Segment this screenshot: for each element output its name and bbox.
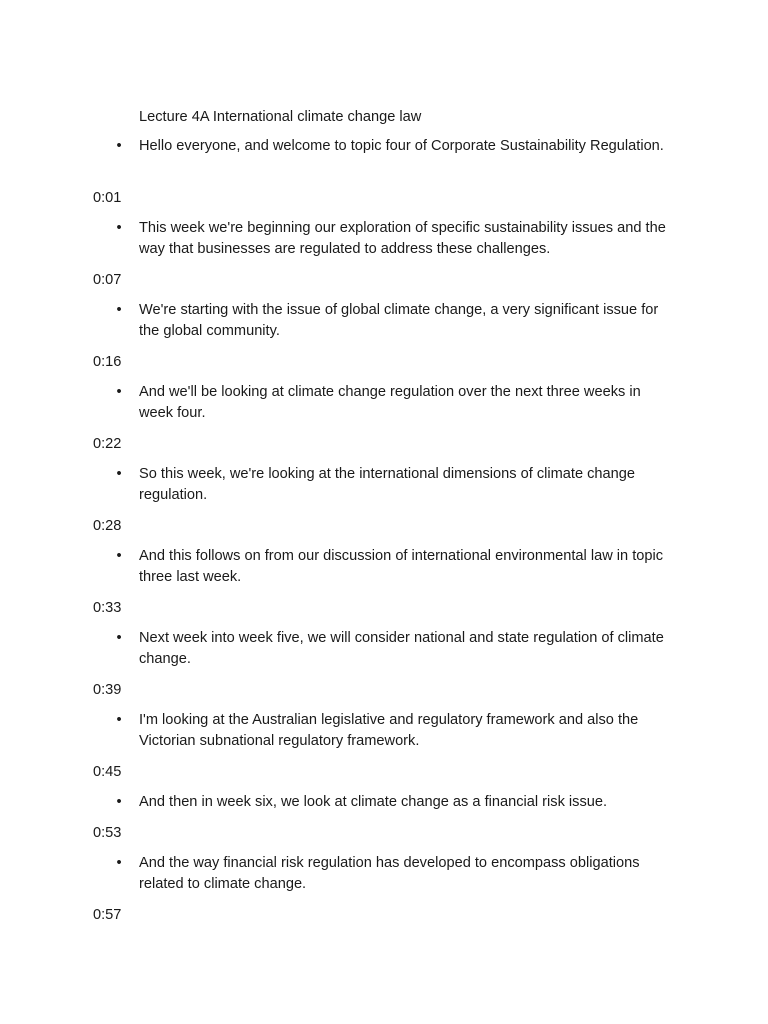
- transcript-text: We're starting with the issue of global climate change, a very significant issue for the global community.: [139, 302, 659, 339]
- transcript-text: I'm looking at the Australian legislative and regulatory framework and also the Victorian subnational regulatory framework.: [139, 712, 639, 749]
- bullet-icon: •: [116, 466, 122, 482]
- transcript-text: So this week, we're looking at the international dimensions of climate change regulation.: [139, 466, 636, 503]
- bullet-icon: •: [116, 712, 122, 728]
- bullet-icon: •: [116, 302, 122, 318]
- timestamp: 0:53: [93, 825, 122, 841]
- timestamp: 0:33: [93, 600, 122, 616]
- timestamp: 0:39: [93, 682, 122, 698]
- transcript-line: [0, 546, 768, 587]
- timestamp: 0:22: [93, 436, 122, 452]
- bullet-icon: •: [116, 384, 122, 400]
- timestamp: 0:57: [93, 907, 122, 923]
- bullet-icon: •: [116, 138, 122, 154]
- transcript-text: This week we're beginning our exploration of specific sustainability issues and the way that businesses are regulated to address these challenges.: [139, 220, 666, 257]
- document-title: Lecture 4A International climate change law: [139, 109, 422, 125]
- transcript-line: [0, 792, 768, 812]
- bullet-icon: •: [116, 794, 122, 810]
- timestamp: 0:07: [93, 272, 122, 288]
- transcript-line: [0, 853, 768, 894]
- transcript-line: [0, 464, 768, 505]
- transcript-line: [0, 300, 768, 341]
- bullet-icon: •: [116, 630, 122, 646]
- timestamp: 0:45: [93, 764, 122, 780]
- bullet-icon: •: [116, 855, 122, 871]
- transcript-entries: [0, 136, 768, 935]
- transcript-text: And we'll be looking at climate change regulation over the next three weeks in week four.: [139, 384, 641, 421]
- bullet-icon: •: [116, 548, 122, 564]
- transcript-line: [0, 710, 768, 751]
- bullet-icon: •: [116, 220, 122, 236]
- transcript-text: And then in week six, we look at climate change as a financial risk issue.: [139, 794, 608, 810]
- timestamp: 0:16: [93, 354, 122, 370]
- timestamp: 0:01: [93, 190, 122, 206]
- transcript-line: [0, 382, 768, 423]
- transcript-text: And this follows on from our discussion of international environmental law in topic three last week.: [139, 548, 664, 585]
- transcript-text: Hello everyone, and welcome to topic four of Corporate Sustainability Regulation.: [139, 138, 664, 154]
- transcript-line: [0, 136, 768, 177]
- transcript-text: Next week into week five, we will consider national and state regulation of climate change.: [139, 630, 664, 667]
- transcript-line: [0, 218, 768, 259]
- transcript-line: [0, 628, 768, 669]
- transcript-text: And the way financial risk regulation has developed to encompass obligations related to climate change.: [139, 855, 640, 892]
- timestamp: 0:28: [93, 518, 122, 534]
